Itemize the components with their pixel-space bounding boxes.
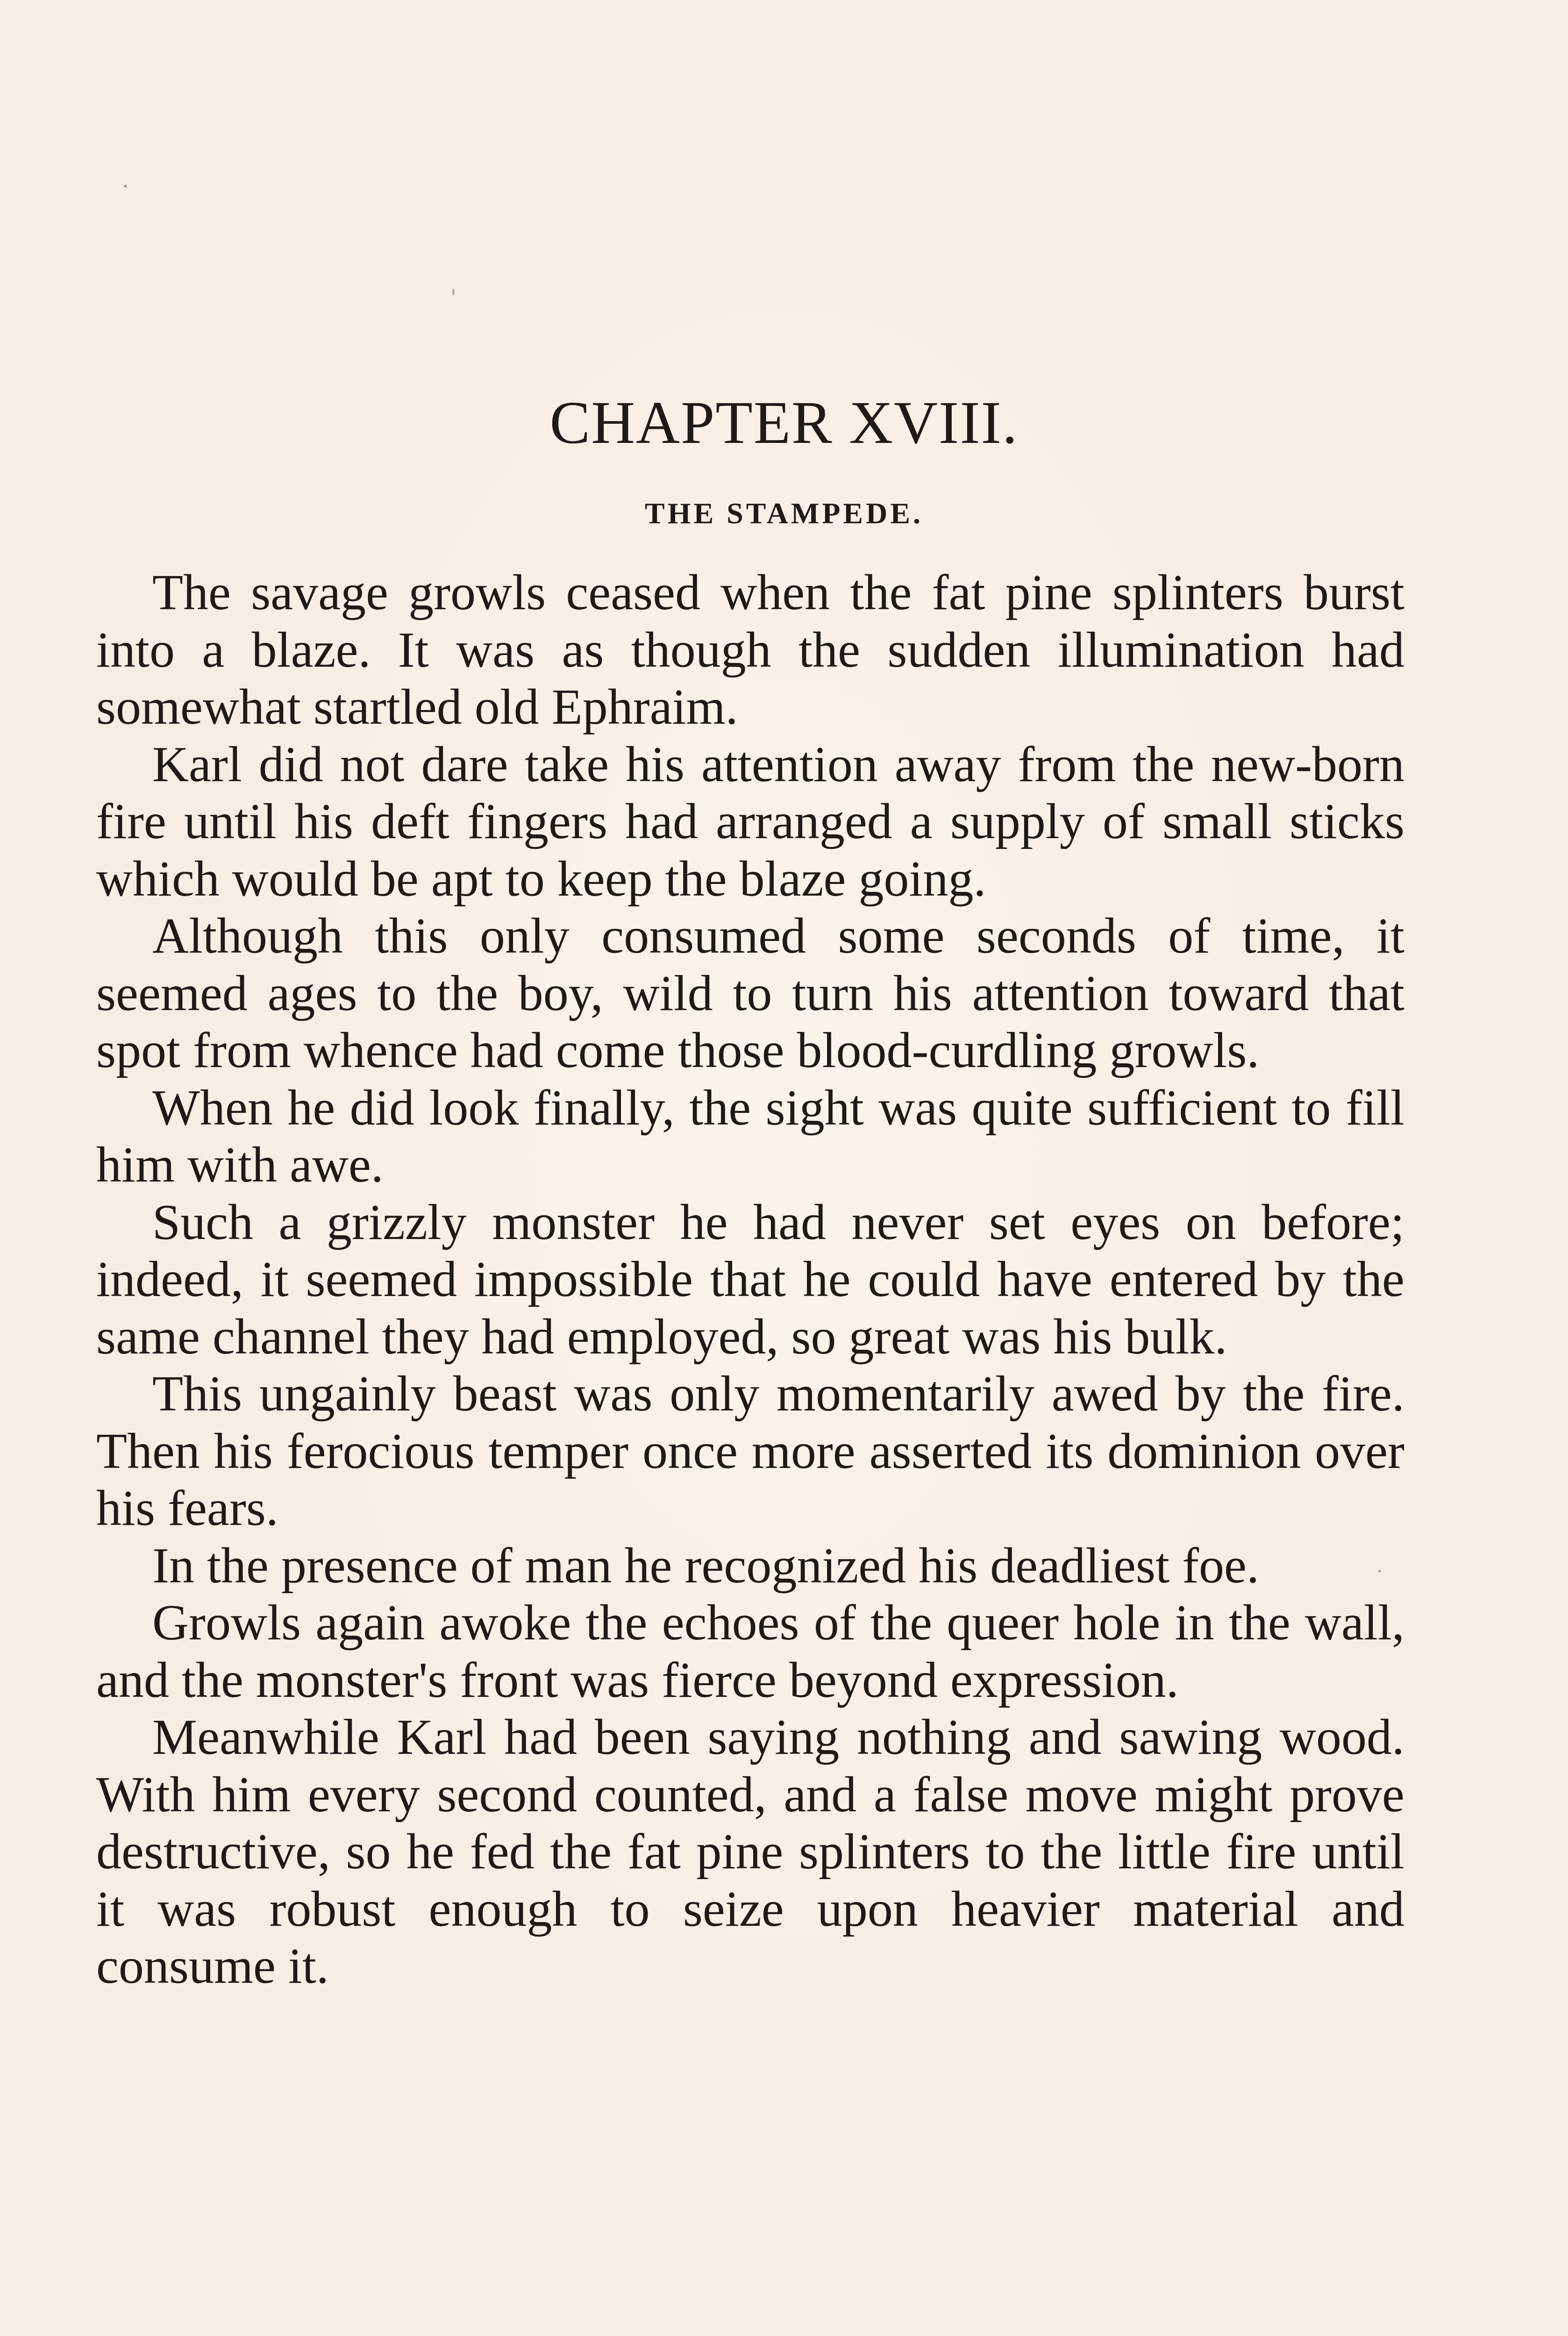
chapter-title: CHAPTER XVIII. <box>549 389 1019 456</box>
paragraph: Such a grizzly monster he had never set eyes on before; indeed, it seemed impossible that he could have entered by the same channel they had employed, so great was his bulk. <box>96 1194 1404 1365</box>
paper-speck <box>124 185 127 188</box>
paragraph: The savage growls ceased when the fat pine splinters burst into a blaze. It was as though the sudden illumination had somewhat startled old Ephraim. <box>96 565 1404 735</box>
paragraph: In the presence of man he recognized his deadliest foe. <box>152 1538 1259 1594</box>
paragraph: This ungainly beast was only momentarily awed by the fire. Then his ferocious temper once more asserted its dominion over his fears. <box>96 1366 1404 1536</box>
paragraph: Although this only consumed some seconds of time, it seemed ages to the boy, wild to turn his attention toward that spot from whence had come those blood-curdling growls. <box>96 908 1404 1078</box>
paragraph: When he did look finally, the sight was quite sufficient to fill him with awe. <box>96 1080 1404 1193</box>
paragraph: Karl did not dare take his attention away from the new-born fire until his deft fingers had arranged a supply of small sticks which would be apt to keep the blaze going. <box>96 736 1404 907</box>
paragraph: Growls again awoke the echoes of the queer hole in the wall, and the monster's front was fierce beyond expression. <box>96 1595 1404 1708</box>
paragraph: Meanwhile Karl had been saying nothing and sawing wood. With him every second counted, and a false move might prove destructive, so he fed the fat pine splinters to the little fire until it was robust enough to seize upon heavier material and consume it. <box>96 1709 1404 1994</box>
paper-speck <box>452 289 455 295</box>
chapter-body <box>96 564 1404 1995</box>
chapter-subtitle: THE STAMPEDE. <box>645 497 923 530</box>
